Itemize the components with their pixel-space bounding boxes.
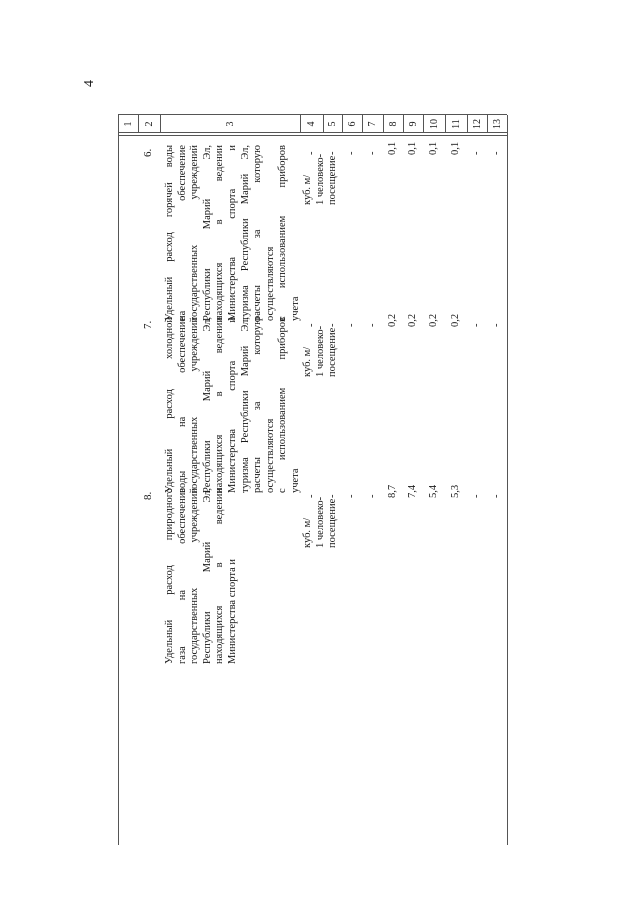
column-header-12: 12 (471, 119, 483, 129)
description-line: Республики Марий Эл, (201, 488, 213, 664)
cell-value: 0,1 (387, 141, 398, 155)
description-line: находящихся в ведении (214, 145, 226, 321)
cell-value: 8,7 (387, 484, 398, 498)
cell-value: - (346, 151, 357, 155)
description-line: Министерства спорта и (227, 317, 238, 493)
unit-line: посещение (327, 155, 339, 205)
cell-value: 0,2 (407, 313, 418, 327)
description-line: находящихся в ведении (214, 488, 226, 664)
description-line: с использованием приборов (277, 317, 289, 493)
description-line: учета (290, 296, 301, 321)
cell-value: - (326, 323, 338, 327)
cell-value: - (346, 494, 357, 498)
description-line: государственных учреждений (189, 488, 201, 664)
description-line: Министерства спорта и (227, 145, 238, 321)
cell-value: - (366, 151, 378, 155)
row-number: 7. (142, 320, 154, 329)
unit-line: 1 человеко- (314, 325, 326, 377)
description-line: осуществляются (264, 246, 276, 321)
description-line: воды на обеспечение (176, 317, 188, 493)
row-number: 8. (142, 491, 154, 500)
unit-line: 1 человеко- (314, 496, 326, 548)
cell-value: 0,1 (407, 141, 418, 155)
column-header-10: 10 (428, 119, 440, 129)
table-right-edge (507, 115, 508, 845)
cell-value: - (326, 494, 338, 498)
column-header-3: 3 (224, 121, 236, 127)
cell-value: 0,1 (450, 141, 461, 155)
cell-value: - (305, 494, 317, 498)
cell-value: - (305, 151, 317, 155)
cell-value: - (471, 323, 482, 327)
row-number: 6. (142, 148, 154, 157)
description-line: находящихся в ведении (214, 317, 226, 493)
cell-value: 0,2 (428, 313, 439, 327)
cell-value: 0,1 (428, 141, 439, 155)
description-line: Республики Марий Эл, (201, 317, 213, 493)
cell-value: - (471, 151, 482, 155)
description-line: туризма Республики Марий Эл, (239, 145, 251, 321)
cell-value: - (491, 494, 502, 498)
cell-value: - (491, 151, 502, 155)
page-number: 4 (82, 80, 97, 87)
column-header-9: 9 (407, 121, 419, 127)
column-header-7: 7 (367, 121, 378, 127)
description-line: на обеспечение (176, 145, 188, 321)
column-header-8: 8 (387, 121, 399, 127)
cell-value: - (326, 151, 338, 155)
cell-value: - (366, 323, 378, 327)
description-line: расчеты за которую (252, 317, 264, 493)
description-line: государственных учреждений (189, 145, 201, 321)
description-line: газа на обеспечение (176, 488, 188, 664)
column-header-1: 1 (122, 121, 134, 127)
unit-line: куб. м/ (302, 346, 313, 377)
description-line: с использованием приборов (277, 145, 289, 321)
description-line: Министерства спорта и (227, 559, 238, 664)
description-line: туризма Республики Марий Эл, (239, 317, 251, 493)
description-line: Удельный расход горячей воды (164, 145, 175, 321)
description-line: осуществляются (264, 418, 276, 493)
column-header-5: 5 (327, 121, 338, 127)
cell-value: 7,4 (407, 484, 418, 498)
description-line: расчеты за которую (252, 145, 264, 321)
unit-line: посещение (327, 498, 339, 548)
cell-value: - (346, 323, 357, 327)
cell-value: - (366, 494, 378, 498)
header-double-line (118, 135, 507, 136)
description-line: Удельный расход природного (164, 488, 175, 664)
description-line: Республики Марий Эл, (201, 145, 213, 321)
column-header-11: 11 (450, 119, 462, 129)
column-header-2: 2 (143, 121, 155, 127)
cell-value: - (305, 323, 317, 327)
description-line: Удельный расход холодной (164, 317, 175, 493)
unit-line: куб. м/ (302, 174, 313, 205)
column-header-6: 6 (346, 121, 358, 127)
unit-line: 1 человеко- (314, 153, 326, 205)
cell-value: - (471, 494, 482, 498)
description-line: учета (290, 468, 301, 493)
cell-value: 0,2 (387, 313, 398, 327)
cell-value: - (491, 323, 502, 327)
description-line: государственных учреждений (189, 317, 201, 493)
table-left-edge (118, 115, 119, 845)
column-header-4: 4 (306, 121, 317, 127)
column-header-13: 13 (491, 119, 503, 129)
cell-value: 0,2 (450, 313, 461, 327)
unit-line: посещение (327, 327, 339, 377)
cell-value: 5,4 (428, 484, 439, 498)
cell-value: 5,3 (450, 484, 461, 498)
unit-line: куб. м/ (302, 517, 313, 548)
